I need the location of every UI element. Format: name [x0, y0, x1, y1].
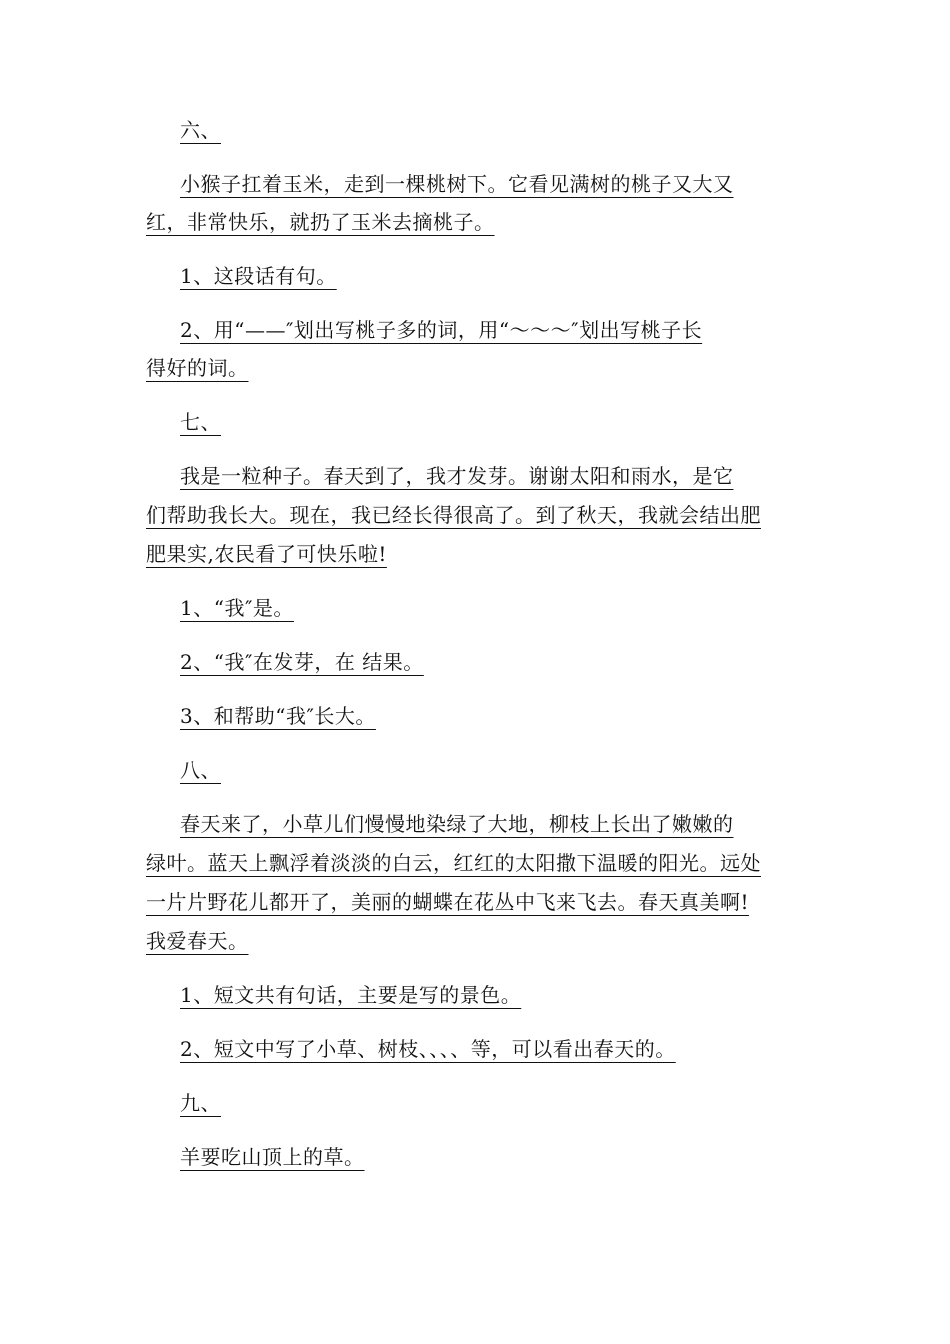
section-eight-passage-line-4: 我爱春天。 — [146, 929, 249, 953]
section-nine-heading: 九、 — [180, 1091, 221, 1115]
section-six-question-2-line-1: 2、用“——″划出写桃子多的词，用“～～～″划出写桃子长 — [180, 318, 703, 342]
section-eight-heading: 八、 — [180, 758, 221, 782]
section-six-passage-line-1: 小猴子扛着玉米，走到一棵桃树下。它看见满树的桃子又大又 — [180, 172, 734, 196]
section-six-passage-line-2: 红，非常快乐，就扔了玉米去摘桃子。 — [146, 210, 495, 234]
section-eight-passage-line-3: 一片片野花儿都开了，美丽的蝴蝶在花丛中飞来飞去。春天真美啊! — [146, 890, 750, 914]
section-six-question-1: 1、这段话有句。 — [180, 264, 337, 288]
section-seven-question-1: 1、“我″是。 — [180, 596, 294, 620]
section-eight-question-1: 1、短文共有句话，主要是写的景色。 — [180, 983, 522, 1007]
section-six-heading: 六、 — [180, 118, 221, 142]
section-eight-passage-line-1: 春天来了，小草儿们慢慢地染绿了大地，柳枝上长出了嫩嫩的 — [180, 812, 734, 836]
section-seven-question-2: 2、“我″在发芽，在 结果。 — [180, 650, 424, 674]
section-seven-question-3: 3、和帮助“我″长大。 — [180, 704, 376, 728]
section-seven-heading: 七、 — [180, 410, 221, 434]
section-eight-passage-line-2: 绿叶。蓝天上飘浮着淡淡的白云，红红的太阳撒下温暖的阳光。远处 — [146, 851, 761, 875]
section-seven-passage-line-2: 们帮助我长大。现在，我已经长得很高了。到了秋天，我就会结出肥 — [146, 503, 761, 527]
section-eight-question-2: 2、短文中写了小草、树枝、、、、等，可以看出春天的。 — [180, 1037, 676, 1061]
section-six-question-2-line-2: 得好的词。 — [146, 356, 249, 380]
section-seven-passage-line-3: 肥果实,农民看了可快乐啦! — [146, 542, 387, 566]
section-nine-passage: 羊要吃山顶上的草。 — [180, 1145, 365, 1169]
section-seven-passage-line-1: 我是一粒种子。春天到了，我才发芽。谢谢太阳和雨水，是它 — [180, 464, 734, 488]
